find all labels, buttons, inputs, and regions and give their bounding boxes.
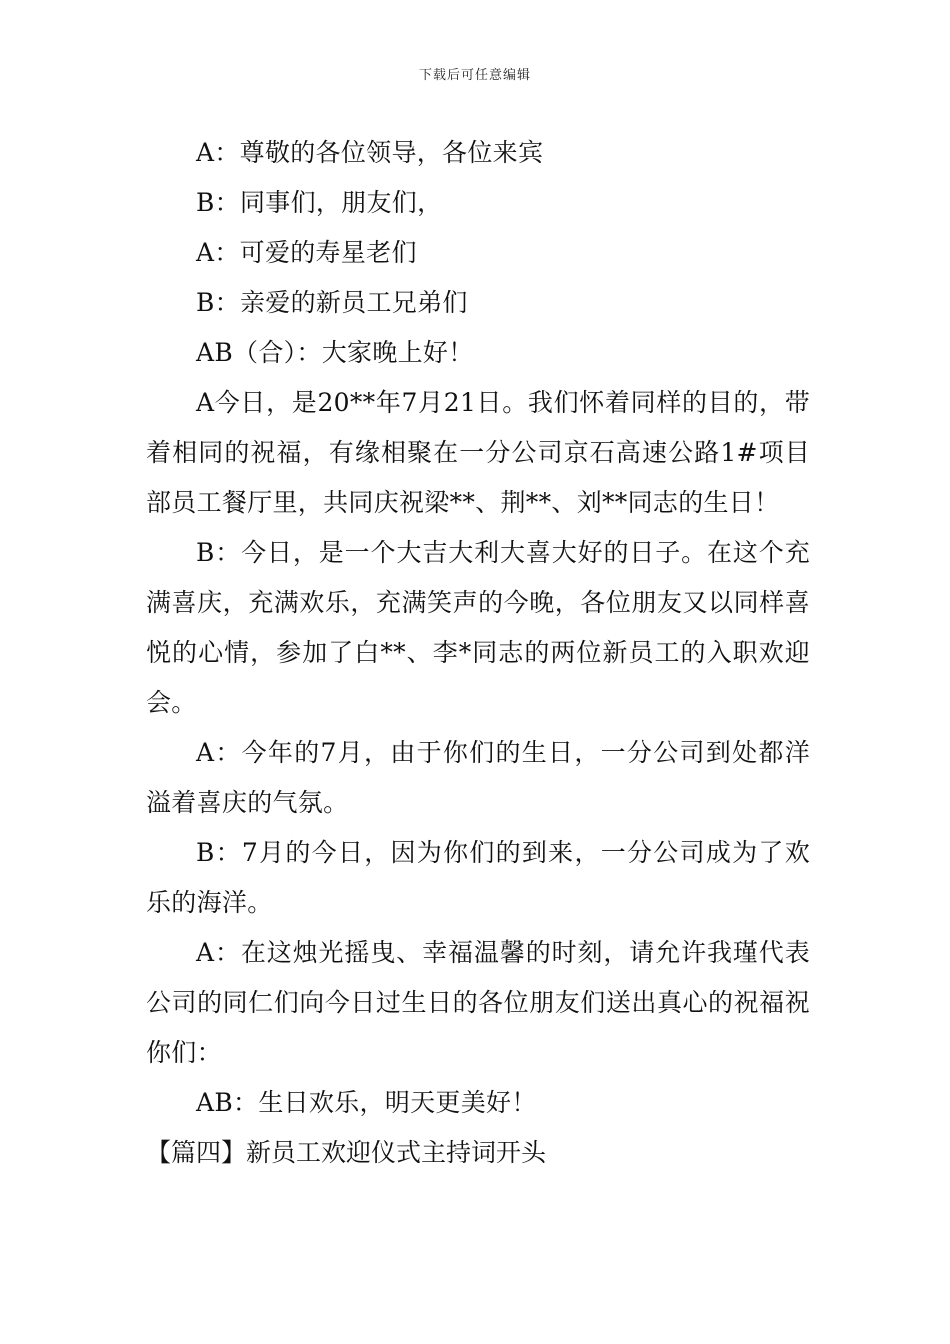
paragraph-greeting-new-staff: B：亲爱的新员工兄弟们 [196,288,468,317]
paragraph-closing-wish: AB：生日欢乐，明天更美好！ [196,1088,537,1117]
paragraph-july-arrival: B：7月的今日，因为你们的到来，一分公司成为了欢乐的海洋。 [146,838,810,917]
paragraph-july-birthdays: A：今年的7月，由于你们的生日，一分公司到处都洋溢着喜庆的气氛。 [146,738,810,817]
paragraph-birthday-intro: A今日，是20**年7月21日。我们怀着同样的目的，带着相同的祝福，有缘相聚在一分公司京石高速公路1#项目部员工餐厅里，共同庆祝梁**、荆**、刘**同志的生日！ [146,388,810,517]
paragraph-greeting-together: AB（合）：大家晚上好！ [196,338,474,367]
paragraph-greeting-colleagues: B：同事们，朋友们， [196,188,443,217]
paragraph-greeting-elders: A：可爱的寿星老们 [196,238,417,267]
paragraph-welcome-intro: B：今日，是一个大吉大利大喜大好的日子。在这个充满喜庆，充满欢乐，充满笑声的今晚，各位朋友又以同样喜悦的心情，参加了白**、李*同志的两位新员工的入职欢迎会。 [146,538,810,717]
page-header: 下载后可任意编辑 [418,68,531,83]
section-heading: 【篇四】新员工欢迎仪式主持词开头 [146,1138,547,1167]
paragraph-blessing: A：在这烛光摇曳、幸福温馨的时刻，请允许我瑾代表公司的同仁们向今日过生日的各位朋友们送出真心的祝福祝你们： [146,938,810,1067]
document-body [146,128,810,1178]
paragraph-greeting-leaders: A：尊敬的各位领导，各位来宾 [196,138,544,167]
